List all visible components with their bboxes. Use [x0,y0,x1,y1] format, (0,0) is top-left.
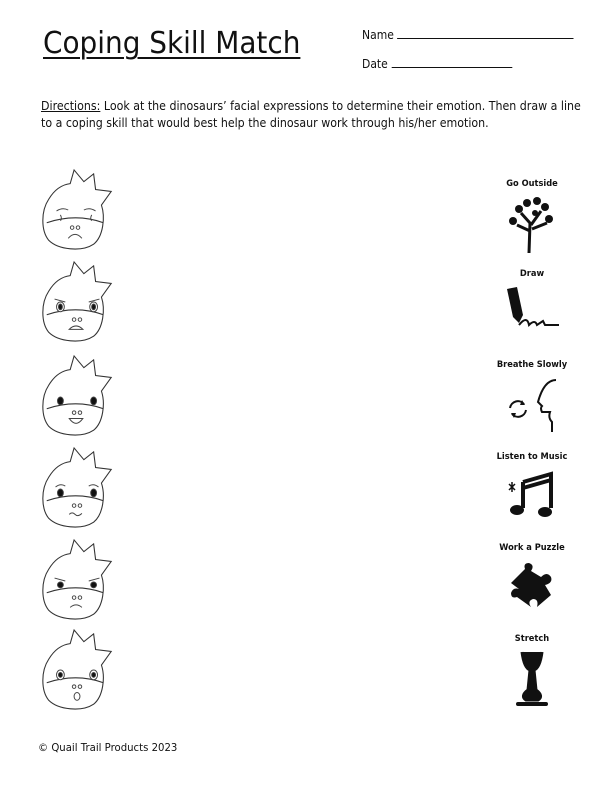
skill-label: Stretch [514,634,550,644]
dinosaur-surprised [38,628,118,712]
name-label: Name [362,28,394,42]
skill-breathe-slowly[interactable] [482,360,582,432]
directions [41,98,581,132]
date-field[interactable] [362,57,512,71]
music-note-icon [505,468,559,520]
date-blank[interactable] [391,58,512,68]
skill-label: Work a Puzzle [499,543,565,553]
pencil-icon [499,285,565,331]
stretch-figure-icon [510,650,554,710]
dinosaur-worried [38,446,118,530]
skill-label: Draw [519,269,545,279]
skill-go-outside[interactable] [482,179,582,253]
dinosaur-angry [38,260,118,344]
skill-draw[interactable] [482,269,582,331]
name-blank[interactable] [397,29,573,39]
skill-listen-to-music[interactable] [482,452,582,520]
dinosaur-sad [38,168,118,252]
date-label: Date [362,57,388,71]
directions-label: Directions: [41,99,101,113]
directions-line-2: to a coping skill that would best help the dinosaur work through his/her emotion. [41,116,489,130]
skill-label: Listen to Music [496,452,568,462]
directions-line-1: Look at the dinosaurs’ facial expressions to determine their emotion. Then draw a line [103,99,581,113]
skill-label: Go Outside [506,179,558,189]
name-field[interactable] [362,28,574,42]
dinosaur-happy [38,354,118,438]
worksheet-title: Coping Skill Match [43,26,301,61]
tree-icon [507,195,557,253]
breathing-head-icon [500,376,564,432]
puzzle-piece-icon [507,559,557,609]
dinosaur-frustrated [38,538,118,622]
skill-work-a-puzzle[interactable] [482,543,582,609]
skill-label: Breathe Slowly [496,360,568,370]
skill-stretch[interactable] [482,634,582,710]
copyright-footer: © Quail Trail Products 2023 [38,741,178,754]
